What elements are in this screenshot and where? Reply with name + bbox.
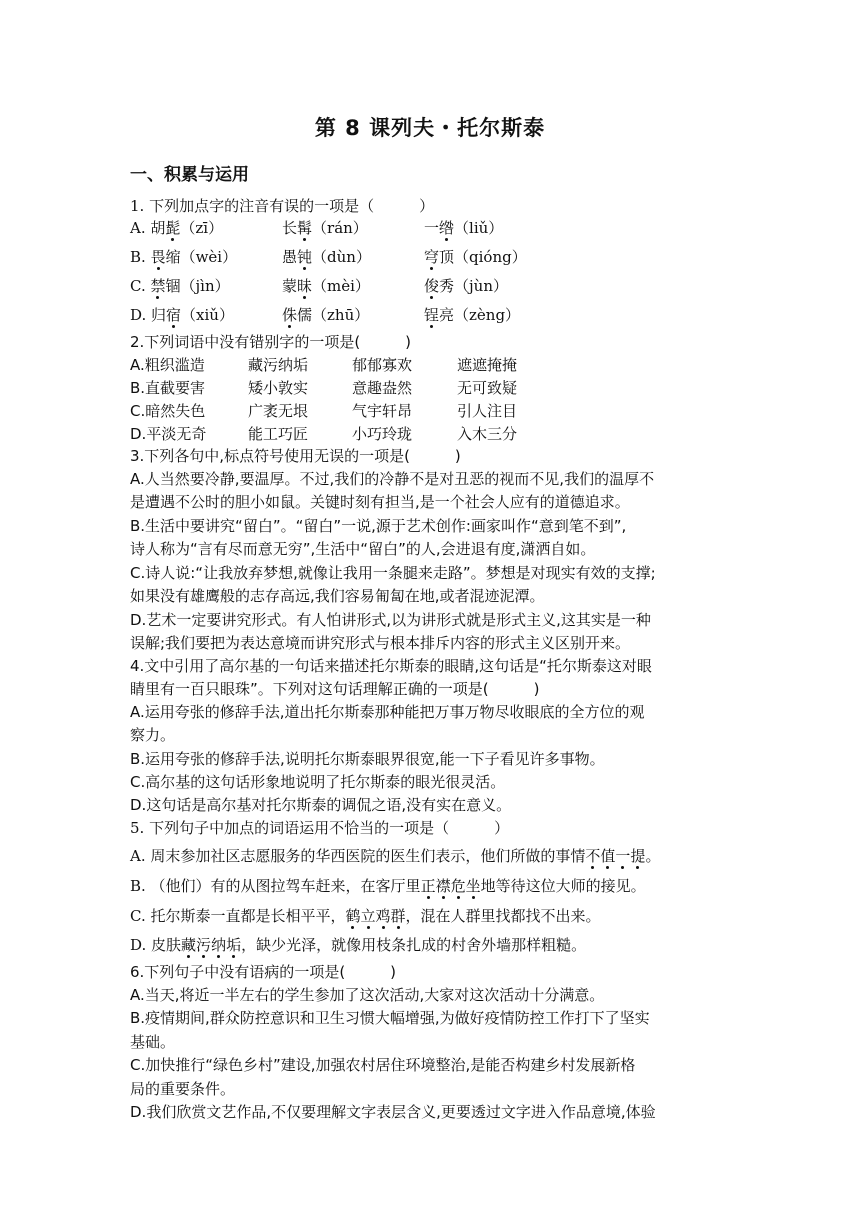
q5-option-emphasis	[585, 847, 645, 865]
emphasis-char: 禁	[150, 277, 166, 295]
emphasis-char: 钝	[297, 248, 313, 266]
q1-cell-text: （xiǔ）	[181, 306, 234, 324]
q4-option-line: A.运用夸张的修辞手法,道出托尔斯泰那种能把万事万物尽收眼底的全方位的观	[130, 703, 645, 721]
q2-word: 引人注目	[457, 402, 518, 420]
q5-option-text: 地等待这位大师的接见。	[480, 877, 646, 895]
q2-word: 气宇轩昂	[352, 402, 413, 420]
q3-option-line: 诗人称为“言有尽而意无穷”,生活中“留白”的人,会进退有度,潇洒自如。	[130, 540, 596, 558]
q5-option-text: D. 皮肤	[130, 936, 182, 954]
q3-option-line: A.人当然要冷静,要温厚。不过,我们的冷静不是对丑恶的视而不见,我们的温厚不	[130, 470, 655, 488]
q6-option-line: B.疫情期间,群众防控意识和卫生习惯大幅增强,为做好疫情防控工作打下了坚实	[130, 1009, 650, 1027]
q1-cell-text: （zī）	[180, 219, 224, 237]
q3-option-line: 是遭遇不公时的胆小如鼠。关键时刻有担当,是一个社会人应有的道德追求。	[130, 493, 630, 511]
q2-word: D.平淡无奇	[130, 425, 207, 443]
q1-cell-text: （rán）	[312, 219, 368, 237]
q2-word: B.直截要害	[130, 379, 206, 397]
q1-option-cell	[130, 305, 234, 325]
q1-option-cell	[424, 218, 503, 238]
q1-option-cell	[424, 247, 527, 267]
q1-cell-text: 愚	[282, 248, 298, 266]
q3-option-line: C.诗人说:“让我放弃梦想,就像让我用一条腿来走路”。梦想是对现实有效的支撑;	[130, 564, 656, 582]
emphasis-char: 污	[196, 936, 212, 954]
emphasis-char: 髭	[165, 219, 181, 237]
question-4-stem: 4.文中引用了高尔基的一句话来描述托尔斯泰的眼睛,这句话是“托尔斯泰这对眼	[130, 657, 652, 675]
q4-option-line: C.高尔基的这句话形象地说明了托尔斯泰的眼光很灵活。	[130, 773, 506, 791]
q2-word: A.粗织滥造	[130, 356, 205, 374]
lesson-title: 第 8 课列夫・托尔斯泰	[314, 116, 546, 140]
q3-option-line: D.艺术一定要讲究形式。有人怕讲形式,以为讲形式就是形式主义,这其实是一种	[130, 611, 651, 629]
emphasis-char: 危	[450, 877, 466, 895]
q1-cell-emphasis	[166, 306, 181, 324]
q6-option-line: D.我们欣赏文艺作品,不仅要理解文字表层含义,更要透过文字进入作品意境,体验	[130, 1103, 656, 1121]
emphasis-char: 坐	[465, 877, 481, 895]
q5-option-emphasis	[181, 936, 241, 954]
q6-option-line: C.加快推行“绿色乡村”建设,加强农村居住环境整治,是能否构建乡村发展新格	[130, 1056, 636, 1074]
section-heading: 一、积累与运用	[130, 165, 249, 185]
q3-option-line: B.生活中要讲究“留白”。“留白”一说,源于艺术创作:画家叫作“意到笔不到”,	[130, 517, 627, 535]
q5-option-c	[130, 906, 601, 926]
q1-cell-text: （liǔ）	[454, 219, 504, 237]
emphasis-char: 俊	[424, 277, 440, 295]
q3-option-line: 误解;我们要把为表达意境而讲究形式与根本排斥内容的形式主义区别开来。	[130, 634, 631, 652]
emphasis-char: 正	[420, 877, 436, 895]
emphasis-char: 鸡	[375, 907, 391, 925]
q1-cell-text: D. 归	[130, 306, 167, 324]
q1-cell-emphasis	[297, 277, 312, 295]
q1-cell-emphasis	[424, 306, 439, 324]
emphasis-char: 垢	[226, 936, 242, 954]
q1-cell-text: 长	[282, 219, 298, 237]
q4-option-line: B.运用夸张的修辞手法,说明托尔斯泰眼界很宽,能一下子看见许多事物。	[130, 750, 605, 768]
q1-cell-emphasis	[165, 219, 180, 237]
q1-cell-text: 亮（zèng）	[439, 306, 521, 324]
emphasis-char: 纳	[211, 936, 227, 954]
q2-word: 小巧玲珑	[352, 425, 413, 443]
q5-option-text: 。	[645, 847, 661, 865]
q1-cell-emphasis	[282, 306, 297, 324]
emphasis-char: 值	[600, 847, 616, 865]
emphasis-char: 侏	[282, 306, 298, 324]
q5-option-d	[130, 935, 586, 955]
q2-word: C.暗然失色	[130, 402, 206, 420]
question-1-stem: 1. 下列加点字的注音有误的一项是（ ）	[130, 197, 435, 215]
q1-cell-text: C.	[130, 277, 151, 295]
q2-word: 入木三分	[457, 425, 518, 443]
emphasis-char: 不	[585, 847, 601, 865]
q1-cell-emphasis	[424, 248, 439, 266]
q1-cell-text: 顶（qióng）	[439, 248, 527, 266]
q5-option-text: B. （他们）有的从图拉驾车赶来，在客厅里	[130, 877, 421, 895]
q1-cell-text: （mèi）	[312, 277, 370, 295]
q1-option-cell	[282, 276, 370, 296]
q1-option-cell	[282, 247, 371, 267]
q5-option-text: A. 周末参加社区志愿服务的华西医院的医生们表示，他们所做的事情	[130, 847, 586, 865]
q1-option-cell	[130, 247, 237, 267]
q5-option-a	[130, 846, 660, 866]
q5-option-emphasis	[345, 907, 405, 925]
q1-cell-emphasis	[297, 219, 312, 237]
q1-option-cell	[282, 218, 368, 238]
emphasis-char: 襟	[435, 877, 451, 895]
q1-cell-text: 缩（wèi）	[165, 248, 238, 266]
q1-cell-text: B.	[130, 248, 151, 266]
q5-option-b	[130, 876, 646, 896]
emphasis-char: 提	[630, 847, 646, 865]
emphasis-char: 一	[615, 847, 631, 865]
q6-option-line: 基础。	[130, 1033, 176, 1051]
q5-option-text: ，混在人群里找都找不出来。	[405, 907, 601, 925]
q4-option-line: 察力。	[130, 726, 176, 744]
q6-option-line: A.当天,将近一半左右的学生参加了这次活动,大家对这次活动十分满意。	[130, 986, 605, 1004]
question-6-stem: 6.下列句子中没有语病的一项是( )	[130, 963, 397, 981]
q2-word: 藏污纳垢	[248, 356, 309, 374]
q2-word: 意趣盎然	[352, 379, 413, 397]
q2-word: 遮遮掩掩	[457, 356, 518, 374]
q1-option-cell	[424, 305, 520, 325]
q6-option-line: 局的重要条件。	[130, 1080, 236, 1098]
emphasis-char: 畏	[150, 248, 166, 266]
q2-word: 矮小敦实	[248, 379, 309, 397]
emphasis-char: 锃	[424, 306, 440, 324]
q1-cell-text: 蒙	[282, 277, 298, 295]
q2-word: 广袤无垠	[248, 402, 309, 420]
emphasis-char: 穹	[424, 248, 440, 266]
q1-cell-emphasis	[297, 248, 312, 266]
q1-cell-text: A. 胡	[130, 219, 166, 237]
q1-option-cell	[424, 276, 508, 296]
question-2-stem: 2.下列词语中没有错别字的一项是( )	[130, 333, 412, 351]
q1-option-cell	[130, 218, 223, 238]
emphasis-char: 立	[360, 907, 376, 925]
q2-word: 郁郁寡欢	[352, 356, 413, 374]
q3-option-line: 如果没有雄鹰般的志存高远,我们容易匍匐在地,或者混迹泥潭。	[130, 587, 545, 605]
q2-word: 无可致疑	[457, 379, 518, 397]
q5-option-text: ，缺少光泽，就像用枝条扎成的村舍外墙那样粗糙。	[241, 936, 587, 954]
q4-option-line: D.这句话是高尔基对托尔斯泰的调侃之语,没有实在意义。	[130, 796, 512, 814]
q1-cell-text: 儒（zhū）	[297, 306, 370, 324]
q1-option-cell	[282, 305, 369, 325]
q1-cell-emphasis	[151, 248, 166, 266]
emphasis-char: 鹤	[345, 907, 361, 925]
q1-cell-text: （dùn）	[312, 248, 371, 266]
q1-cell-text: 锢（jìn）	[165, 277, 230, 295]
q1-option-cell	[130, 276, 230, 296]
q1-cell-emphasis	[424, 277, 439, 295]
emphasis-char: 宿	[166, 306, 182, 324]
emphasis-char: 藏	[181, 936, 197, 954]
emphasis-char: 昧	[297, 277, 313, 295]
emphasis-char: 群	[390, 907, 406, 925]
q5-option-emphasis	[421, 877, 481, 895]
q1-cell-text: 一	[424, 219, 440, 237]
emphasis-char: 髯	[297, 219, 313, 237]
emphasis-char: 绺	[439, 219, 455, 237]
q2-word: 能工巧匠	[248, 425, 309, 443]
question-5-stem: 5. 下列句子中加点的词语运用不恰当的一项是（ ）	[130, 819, 510, 837]
q1-cell-text: 秀（jùn）	[439, 277, 508, 295]
q1-cell-emphasis	[150, 277, 165, 295]
question-4-stem: 睛里有一百只眼珠”。下列对这句话理解正确的一项是( )	[130, 680, 540, 698]
question-3-stem: 3.下列各句中,标点符号使用无误的一项是( )	[130, 447, 461, 465]
q1-cell-emphasis	[439, 219, 454, 237]
q5-option-text: C. 托尔斯泰一直都是长相平平，	[130, 907, 346, 925]
